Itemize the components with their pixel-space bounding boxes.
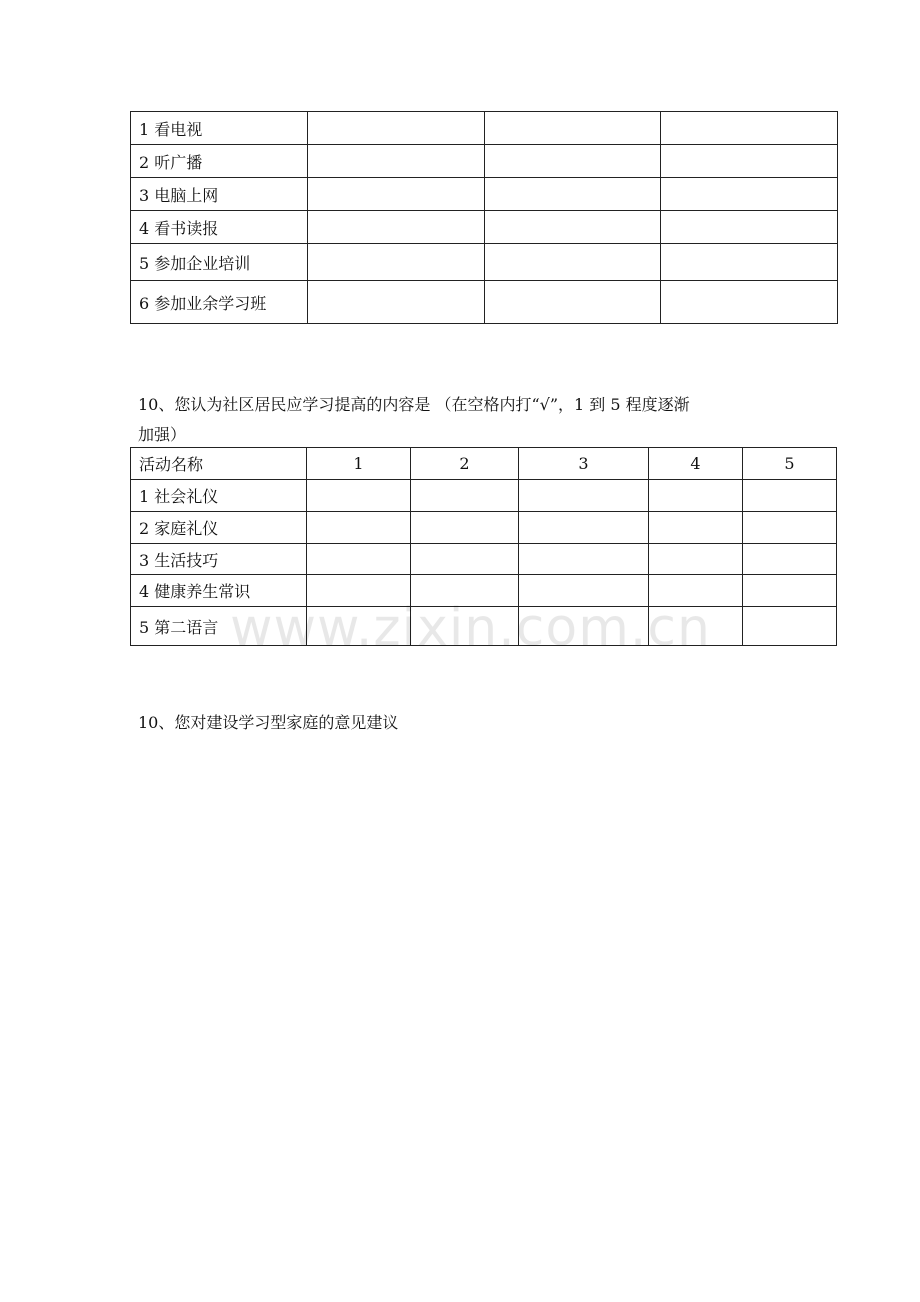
answer-cell[interactable] (519, 544, 649, 575)
answer-cell[interactable] (307, 512, 411, 544)
answer-cell[interactable] (308, 244, 485, 281)
header-level-1: 1 (307, 448, 411, 480)
answer-cell[interactable] (411, 607, 519, 646)
table-row (131, 211, 838, 244)
answer-cell[interactable] (661, 112, 838, 145)
answer-cell[interactable] (743, 512, 837, 544)
table-row (131, 544, 837, 575)
table-row (131, 512, 837, 544)
answer-cell[interactable] (661, 281, 838, 324)
table-row (131, 480, 837, 512)
row-label: 1 社会礼仪 (131, 480, 307, 512)
row-label: 3 生活技巧 (131, 544, 307, 575)
table-row (131, 244, 838, 281)
answer-cell[interactable] (485, 145, 661, 178)
learning-content-table (130, 447, 837, 646)
table-row (131, 178, 838, 211)
row-label: 3 电脑上网 (131, 178, 308, 211)
answer-cell[interactable] (485, 244, 661, 281)
answer-cell[interactable] (661, 178, 838, 211)
answer-cell[interactable] (519, 607, 649, 646)
answer-cell[interactable] (649, 480, 743, 512)
answer-cell[interactable] (307, 480, 411, 512)
table-row (131, 145, 838, 178)
answer-cell[interactable] (519, 575, 649, 607)
answer-cell[interactable] (485, 211, 661, 244)
activity-table-1 (130, 111, 838, 324)
row-label: 5 参加企业培训 (131, 244, 308, 281)
header-activity-name: 活动名称 (131, 448, 307, 480)
answer-cell[interactable] (411, 480, 519, 512)
answer-cell[interactable] (743, 544, 837, 575)
row-label: 5 第二语言 (131, 607, 307, 646)
row-label: 1 看电视 (131, 112, 308, 145)
answer-cell[interactable] (649, 512, 743, 544)
table-row (131, 607, 837, 646)
answer-cell[interactable] (649, 544, 743, 575)
question-suggestion: 10、您对建设学习型家庭的意见建议 (138, 713, 399, 732)
answer-cell[interactable] (519, 512, 649, 544)
answer-cell[interactable] (411, 544, 519, 575)
answer-cell[interactable] (308, 112, 485, 145)
row-label: 4 健康养生常识 (131, 575, 307, 607)
answer-cell[interactable] (661, 145, 838, 178)
header-level-3: 3 (519, 448, 649, 480)
answer-cell[interactable] (519, 480, 649, 512)
answer-cell[interactable] (649, 575, 743, 607)
header-level-2: 2 (411, 448, 519, 480)
header-level-5: 5 (743, 448, 837, 480)
answer-cell[interactable] (649, 607, 743, 646)
question-text-line: 加强） (138, 425, 187, 444)
table-row (131, 112, 838, 145)
header-level-4: 4 (649, 448, 743, 480)
answer-cell[interactable] (308, 145, 485, 178)
answer-cell[interactable] (307, 544, 411, 575)
answer-cell[interactable] (485, 281, 661, 324)
answer-cell[interactable] (485, 112, 661, 145)
answer-cell[interactable] (308, 211, 485, 244)
answer-cell[interactable] (411, 575, 519, 607)
answer-cell[interactable] (307, 575, 411, 607)
row-label: 2 家庭礼仪 (131, 512, 307, 544)
answer-cell[interactable] (743, 480, 837, 512)
answer-cell[interactable] (411, 512, 519, 544)
row-label: 4 看书读报 (131, 211, 308, 244)
answer-cell[interactable] (308, 281, 485, 324)
answer-cell[interactable] (307, 607, 411, 646)
table-row (131, 575, 837, 607)
answer-cell[interactable] (661, 244, 838, 281)
question-text-line: 10、您认为社区居民应学习提高的内容是 （在空格内打“√”，1 到 5 程度逐渐 (138, 395, 690, 414)
answer-cell[interactable] (661, 211, 838, 244)
question-learning-content (138, 390, 798, 450)
watermark: www.zixin.com.cn (230, 598, 711, 658)
row-label: 2 听广播 (131, 145, 308, 178)
table-header-row (131, 448, 837, 480)
answer-cell[interactable] (485, 178, 661, 211)
answer-cell[interactable] (743, 607, 837, 646)
row-label: 6 参加业余学习班 (131, 281, 308, 324)
table-row (131, 281, 838, 324)
answer-cell[interactable] (308, 178, 485, 211)
answer-cell[interactable] (743, 575, 837, 607)
